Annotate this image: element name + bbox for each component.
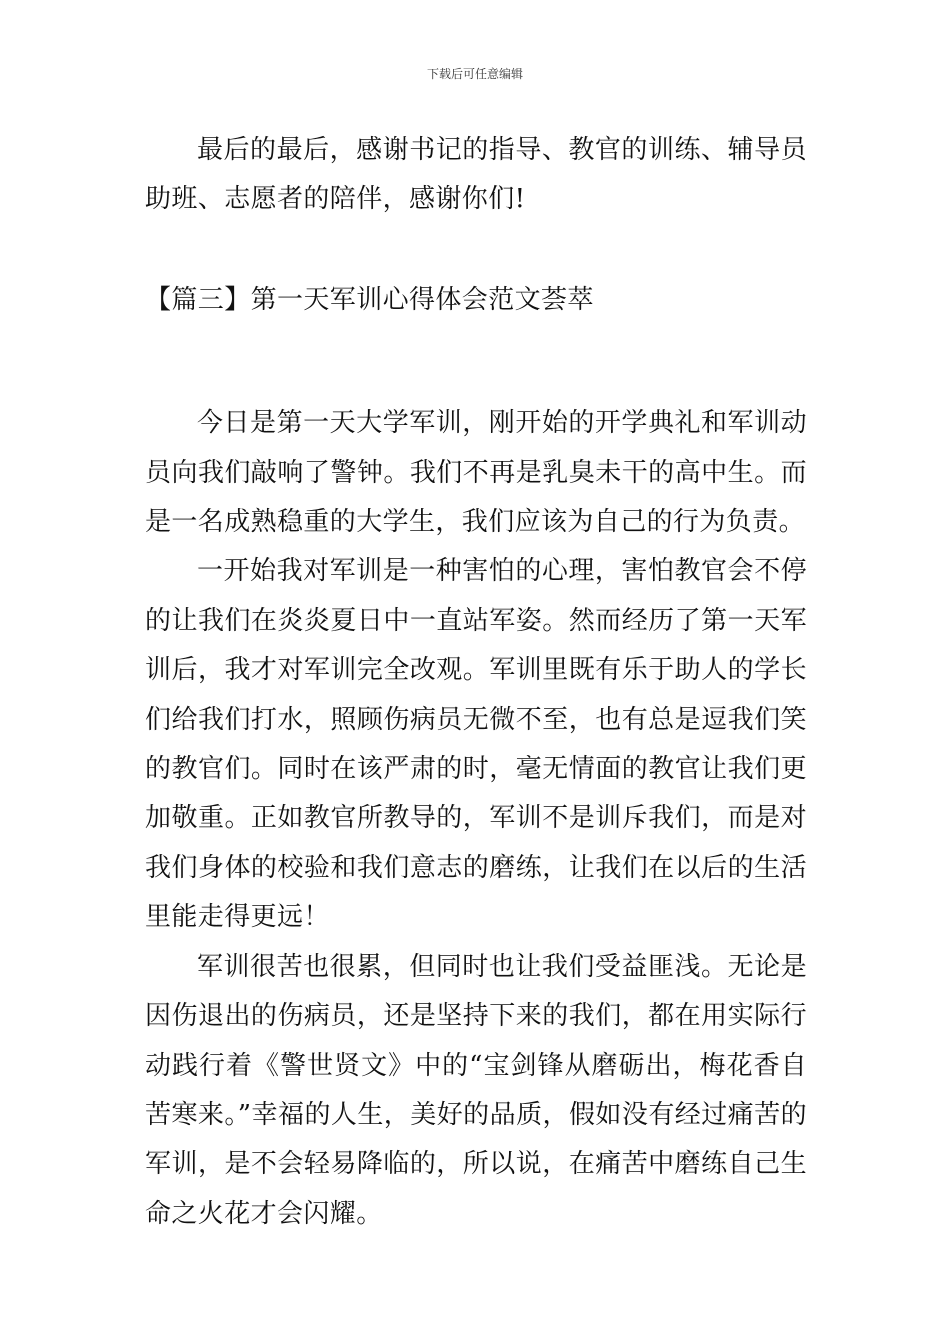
closing-paragraph: 最后的最后，感谢书记的指导、教官的训练、辅导员助班、志愿者的陪伴，感谢你们! [145,135,807,215]
body-paragraph-3: 军训很苦也很累，但同时也让我们受益匪浅。无论是因伤退出的伤病员，还是坚持下来的我们，都在用实际行动践行着《警世贤文》中的“宝剑锋从磨砺出，梅花香自苦寒来。”幸福的人生，美好的品质，假如没有经过痛苦的军训，是不会轻易降临的，所以说，在痛苦中磨练自己生命之火花才会闪耀。 [145,951,807,1229]
page-header: 下载后可任意编辑 [426,67,523,81]
body-paragraph-2: 一开始我对军训是一种害怕的心理，害怕教官会不停的让我们在炎炎夏日中一直站军姿。然而经历了第一天军训后，我才对军训完全改观。军训里既有乐于助人的学长们给我们打水，照顾伤病员无微不至，也有总是逗我们笑的教官们。同时在该严肃的时，毫无情面的教官让我们更加敬重。正如教官所教导的，军训不是训斥我们，而是对我们身体的校验和我们意志的磨练，让我们在以后的生活里能走得更远！ [145,556,807,933]
section-spacer [145,325,807,399]
body-paragraph-1: 今日是第一天大学军训，刚开始的开学典礼和军训动员向我们敲响了警钟。我们不再是乳臭未干的高中生。而是一名成熟稳重的大学生，我们应该为自己的行为负责。 [145,408,807,538]
section-title: 【篇三】第一天军训心得体会范文荟萃 [145,284,594,315]
document-body [145,126,807,1239]
